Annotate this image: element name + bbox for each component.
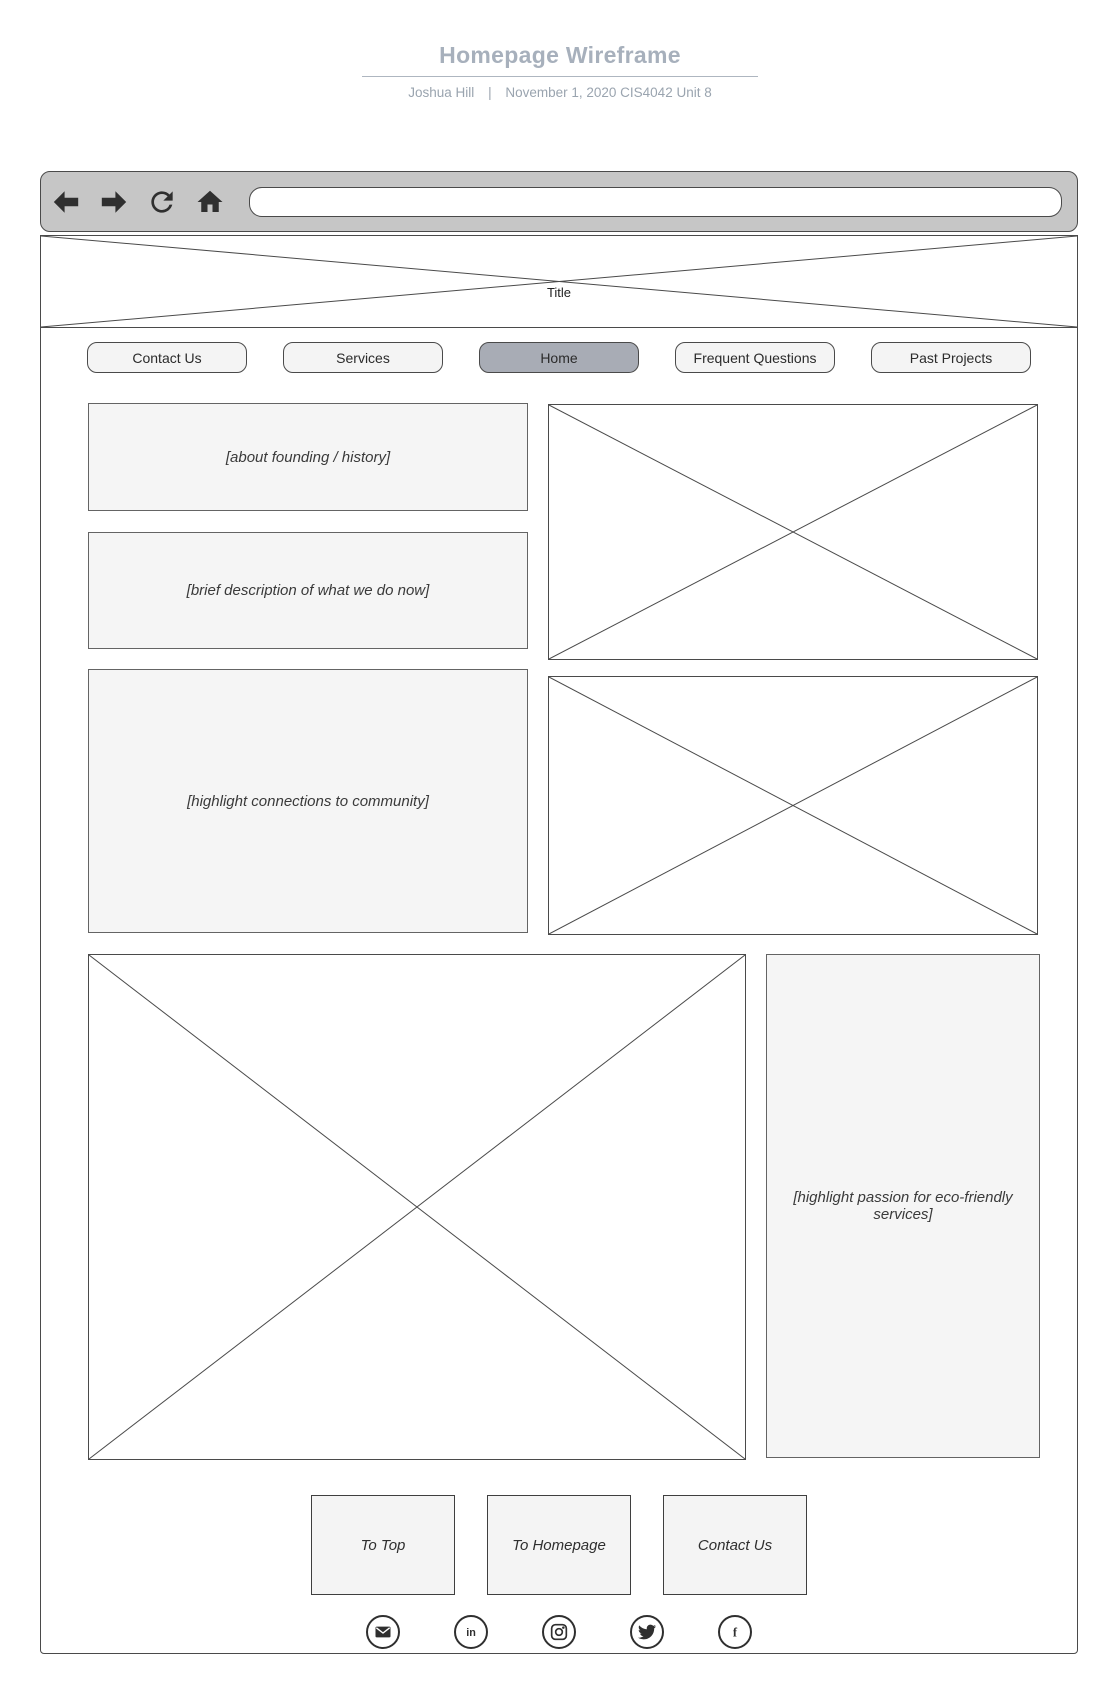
- text-box-community-connections: [highlight connections to community]: [88, 669, 528, 933]
- browser-window: [40, 171, 1078, 1654]
- content-grid: [41, 403, 1077, 933]
- footer-buttons: [41, 1495, 1077, 1595]
- nav-button-contact-us[interactable]: Contact Us: [87, 342, 247, 373]
- text-box-founding-history: [about founding / history]: [88, 403, 528, 511]
- page-title: Homepage Wireframe: [439, 42, 681, 68]
- nav-button-past-projects[interactable]: Past Projects: [871, 342, 1031, 373]
- refresh-icon[interactable]: [145, 185, 179, 219]
- to-top-button[interactable]: To Top: [311, 1495, 455, 1595]
- svg-text:f: f: [732, 1625, 738, 1640]
- nav-bar: [41, 342, 1077, 373]
- back-icon[interactable]: [49, 185, 83, 219]
- header-image-placeholder: [41, 236, 1077, 328]
- url-bar[interactable]: [249, 187, 1062, 217]
- lower-content-band: [88, 954, 1077, 1460]
- contact-us-button[interactable]: Contact Us: [663, 1495, 807, 1595]
- browser-toolbar: [40, 171, 1078, 232]
- byline-separator: |: [488, 85, 492, 100]
- twitter-icon[interactable]: [630, 1615, 664, 1649]
- text-box-eco-friendly: [highlight passion for eco-friendly services]: [766, 954, 1040, 1458]
- social-icon-row: [41, 1615, 1077, 1649]
- image-placeholder-large: [88, 954, 746, 1460]
- byline-author: Joshua Hill: [408, 85, 475, 100]
- header-image-label: Title: [546, 284, 572, 300]
- image-placeholder-top-right: [548, 404, 1038, 660]
- doc-header: [0, 42, 1120, 100]
- byline: [0, 85, 1120, 100]
- text-box-brief-description: [brief description of what we do now]: [88, 532, 528, 649]
- email-icon[interactable]: [366, 1615, 400, 1649]
- title-underline: [362, 76, 758, 77]
- to-homepage-button[interactable]: To Homepage: [487, 1495, 631, 1595]
- instagram-icon[interactable]: [542, 1615, 576, 1649]
- forward-icon[interactable]: [97, 185, 131, 219]
- image-placeholder-mid-right: [548, 676, 1038, 935]
- nav-button-services[interactable]: Services: [283, 342, 443, 373]
- linkedin-icon[interactable]: [454, 1615, 488, 1649]
- nav-button-home[interactable]: Home: [479, 342, 639, 373]
- facebook-icon[interactable]: [718, 1615, 752, 1649]
- byline-date: November 1, 2020 CIS4042 Unit 8: [505, 85, 712, 100]
- browser-page-body: [40, 235, 1078, 1654]
- home-icon[interactable]: [193, 185, 227, 219]
- nav-button-frequent-questions[interactable]: Frequent Questions: [675, 342, 835, 373]
- svg-text:in: in: [466, 1626, 476, 1639]
